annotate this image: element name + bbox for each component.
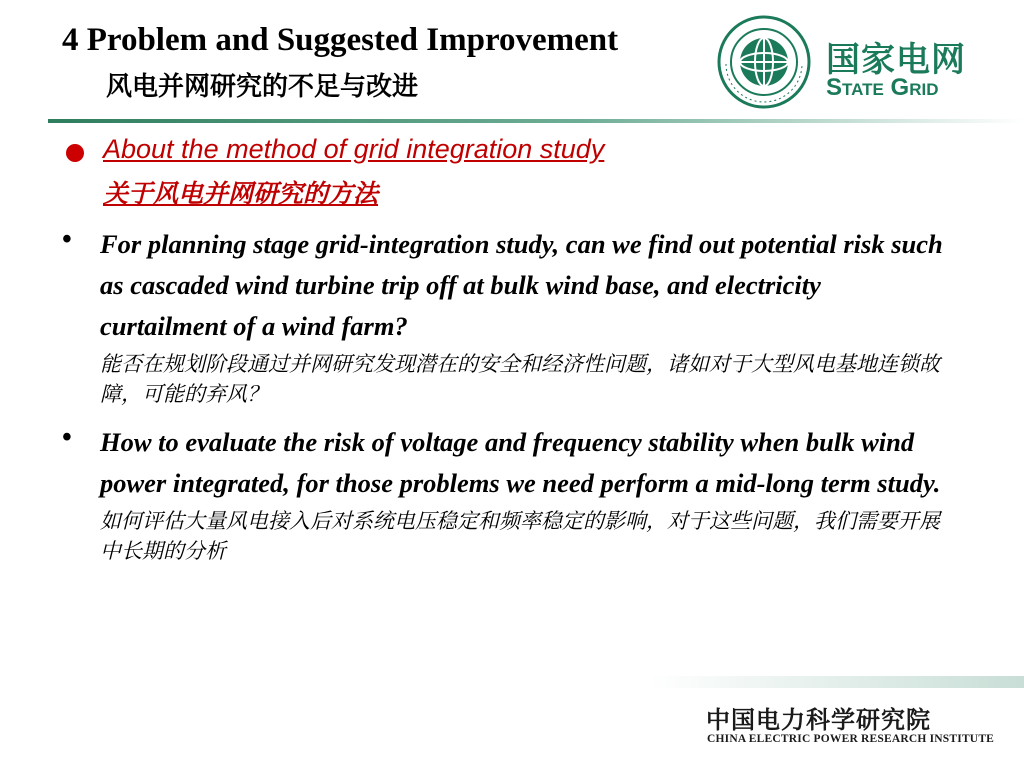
list-item-text-cn: 如何评估大量风电接入后对系统电压稳定和频率稳定的影响，对于这些问题，我们需要开展中长期的分析 bbox=[100, 509, 940, 563]
section-heading-cn: 关于风电并网研究的方法 bbox=[103, 179, 379, 208]
list-item bbox=[62, 224, 952, 409]
header-divider bbox=[48, 118, 1024, 124]
list-item bbox=[62, 422, 952, 566]
section-heading-en: About the method of grid integration study bbox=[103, 134, 605, 164]
slide-subtitle-cn: 风电并网研究的不足与改进 bbox=[106, 72, 419, 102]
list-item-text-cn: 能否在规划阶段通过并网研究发现潜在的安全和经济性问题，诸如对于大型风电基地连锁故障，可能的弃风？ bbox=[100, 352, 940, 406]
state-grid-seal-logo bbox=[716, 14, 812, 110]
bullet-marker: • bbox=[62, 422, 72, 453]
section-bullet-icon bbox=[66, 144, 84, 162]
list-item-text-en: For planning stage grid-integration study, can we find out potential risk such as cascaded wind turbine trip off at bulk wind base, and electricity curtailment of a wind farm? bbox=[100, 229, 943, 341]
list-item-text-en: How to evaluate the risk of voltage and frequency stability when bulk wind power integrated, for those problems we need perform a mid-long term study. bbox=[100, 427, 941, 498]
brand-name-cn: 国家电网 bbox=[826, 40, 966, 80]
footer-divider bbox=[650, 676, 1024, 688]
footer-org-cn: 中国电力科学研究院 bbox=[706, 706, 931, 734]
slide-title: 4 Problem and Suggested Improvement bbox=[62, 22, 619, 58]
bullet-marker: • bbox=[62, 224, 72, 255]
brand-name-en: State Grid bbox=[826, 74, 939, 101]
footer-org-en: CHINA ELECTRIC POWER RESEARCH INSTITUTE bbox=[707, 733, 995, 745]
